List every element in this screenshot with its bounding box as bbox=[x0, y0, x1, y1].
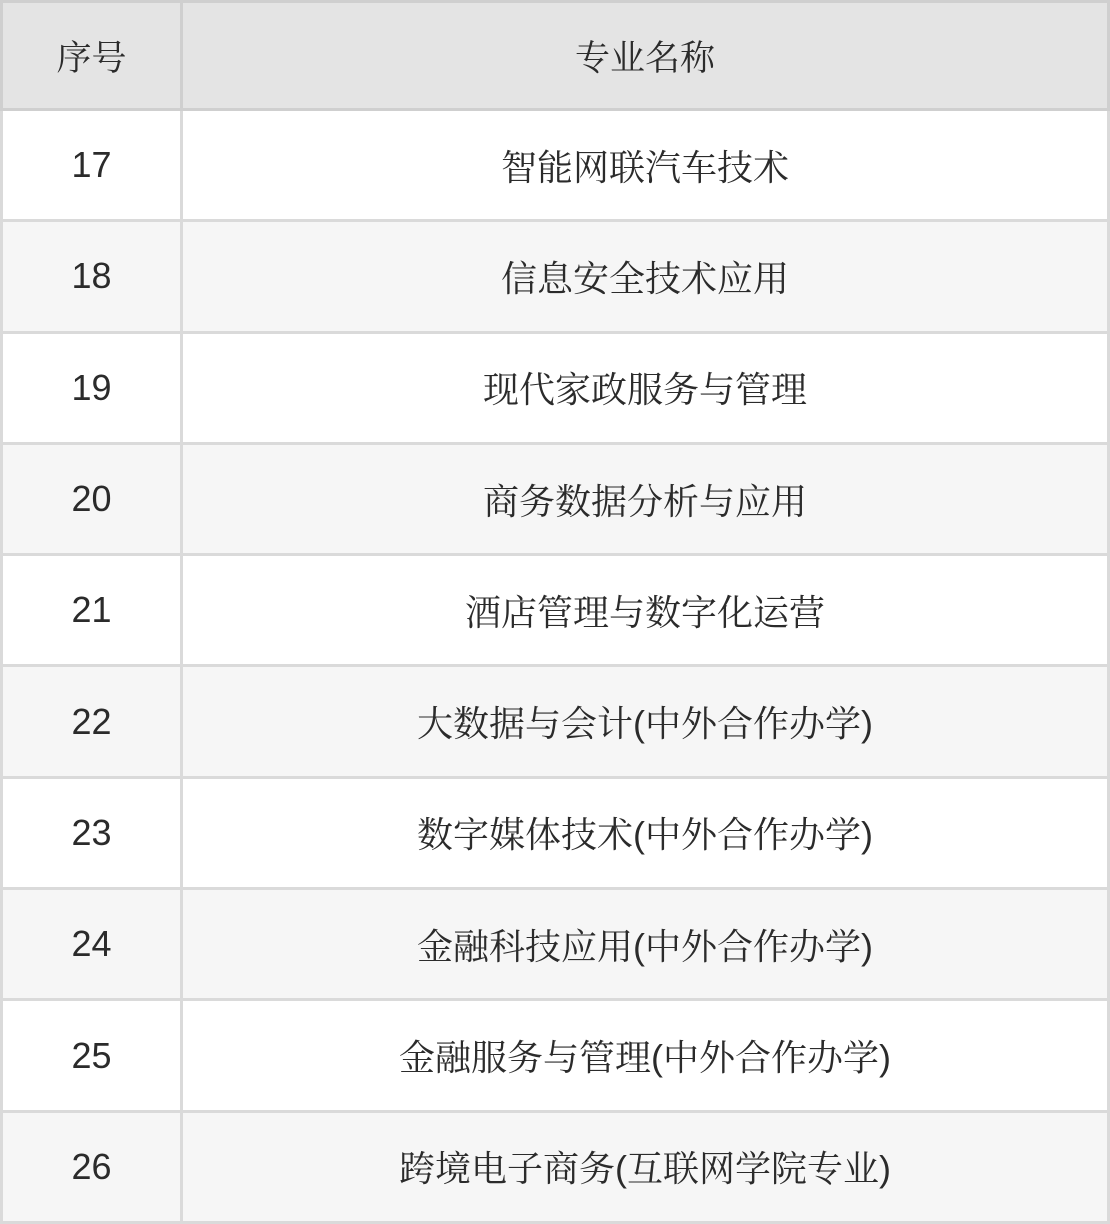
row-number-cell: 21 bbox=[2, 555, 182, 666]
major-name-cell: 数字媒体技术(中外合作办学) bbox=[182, 777, 1109, 888]
major-name-cell: 现代家政服务与管理 bbox=[182, 332, 1109, 443]
row-number-cell: 22 bbox=[2, 666, 182, 777]
table-row bbox=[2, 332, 1109, 443]
table-row bbox=[2, 110, 1109, 221]
header-cell-no: 序号 bbox=[2, 2, 182, 110]
major-name-cell: 跨境电子商务(互联网学院专业) bbox=[182, 1111, 1109, 1222]
major-name-cell: 商务数据分析与应用 bbox=[182, 443, 1109, 554]
header-cell-name: 专业名称 bbox=[182, 2, 1109, 110]
row-number-cell: 25 bbox=[2, 1000, 182, 1111]
major-name-cell: 大数据与会计(中外合作办学) bbox=[182, 666, 1109, 777]
major-name-cell: 信息安全技术应用 bbox=[182, 221, 1109, 332]
table-row bbox=[2, 221, 1109, 332]
major-name-cell: 酒店管理与数字化运营 bbox=[182, 555, 1109, 666]
major-name-cell: 智能网联汽车技术 bbox=[182, 110, 1109, 221]
table-row bbox=[2, 889, 1109, 1000]
row-number-cell: 26 bbox=[2, 1111, 182, 1222]
major-name-cell: 金融科技应用(中外合作办学) bbox=[182, 889, 1109, 1000]
table-row bbox=[2, 777, 1109, 888]
row-number-cell: 19 bbox=[2, 332, 182, 443]
table-row bbox=[2, 443, 1109, 554]
table-row bbox=[2, 555, 1109, 666]
table-row bbox=[2, 1111, 1109, 1222]
row-number-cell: 20 bbox=[2, 443, 182, 554]
table-row bbox=[2, 1000, 1109, 1111]
major-name-cell: 金融服务与管理(中外合作办学) bbox=[182, 1000, 1109, 1111]
row-number-cell: 17 bbox=[2, 110, 182, 221]
row-number-cell: 23 bbox=[2, 777, 182, 888]
row-number-cell: 18 bbox=[2, 221, 182, 332]
header-row bbox=[2, 2, 1109, 110]
row-number-cell: 24 bbox=[2, 889, 182, 1000]
table-row bbox=[2, 666, 1109, 777]
